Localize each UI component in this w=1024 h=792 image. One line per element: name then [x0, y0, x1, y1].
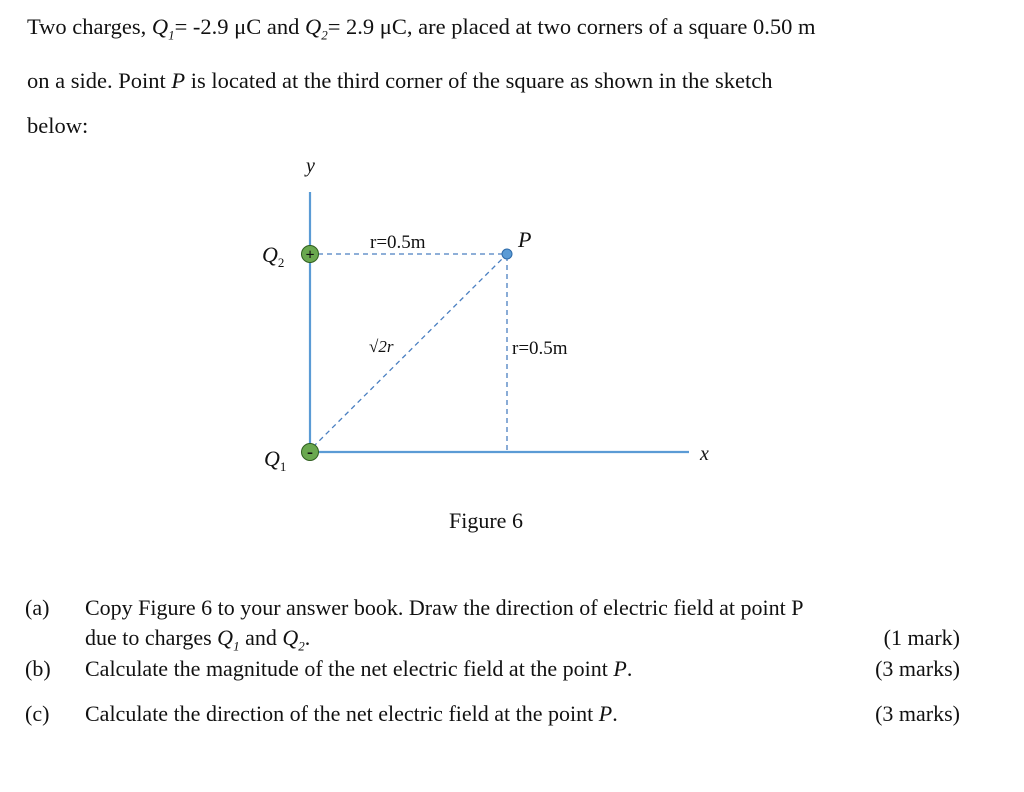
side-distance-label: r=0.5m [512, 338, 568, 359]
point-p-label: P [518, 227, 532, 252]
question-a-line-1: Copy Figure 6 to your answer book. Draw the direction of electric field at point P [85, 595, 804, 620]
question-a [25, 594, 960, 622]
question-b [25, 655, 960, 683]
diagonal-distance-label: √2r [369, 337, 394, 356]
question-a-line-2: due to charges $Q_1$ and $Q_2$. [85, 625, 311, 654]
q1-label: $Q_1$ [264, 446, 287, 474]
question-c [25, 700, 960, 728]
diagonal-dashed-line [313, 256, 505, 447]
x-axis-label: x [700, 443, 709, 465]
intro-line-3: below: [27, 112, 89, 138]
question-b-text: Calculate the magnitude of the net electric field at the point P. [85, 656, 633, 681]
intro-line-2: on a side. Point P is located at the third corner of the square as shown in the sketch [27, 67, 773, 93]
intro-line-1: Two charges, $Q_1= -2.9$ μC and $Q_2= 2.9$ μC, are placed at two corners of a square 0.50 m [27, 14, 816, 43]
top-distance-label: r=0.5m [370, 232, 426, 253]
question-a-label: (a) [25, 595, 50, 620]
y-axis-label: y [306, 155, 315, 177]
question-c-text: Calculate the direction of the net electric field at the point P. [85, 701, 618, 726]
question-b-marks: (3 marks) [875, 656, 960, 681]
q2-sign: + [305, 246, 315, 264]
point-p [502, 249, 512, 259]
q2-label: $Q_2$ [262, 242, 285, 270]
q1-sign: - [307, 441, 313, 462]
question-c-label: (c) [25, 701, 50, 726]
question-a-marks: (1 mark) [883, 625, 960, 650]
question-b-label: (b) [25, 656, 51, 681]
figure-caption: Figure 6 [449, 508, 523, 533]
question-c-marks: (3 marks) [875, 701, 960, 726]
question-a-continued [25, 624, 960, 652]
